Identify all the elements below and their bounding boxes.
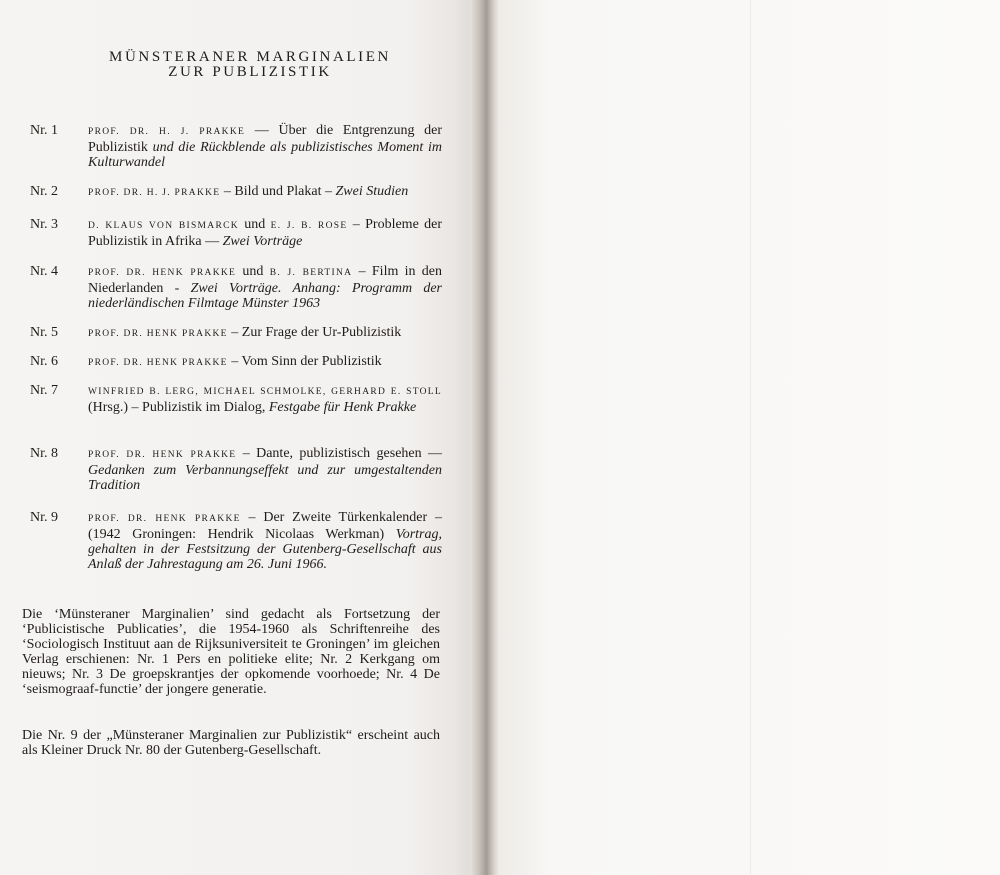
entry-separator: – [227,354,242,369]
entry-nr-1 [30,123,442,170]
entry-number: Nr. 4 [30,264,58,279]
entry-separator: — [245,123,279,138]
entry-separator-2: — [201,234,223,249]
entry-author: WINFRIED B. LERG, MICHAEL SCHMOLKE, GERHARD E. STOLL [88,387,442,397]
entry-separator-2: — [421,446,443,461]
entry-nr-8 [30,446,442,493]
entry-title: Vom Sinn der Publizistik [241,354,382,369]
entry-title: Publizistik im Dialog, [142,400,269,415]
entry-author: PROF. DR. H. J. PRAKKE [88,188,221,198]
entry-subtitle: Vortrag, gehalten in der Festsitzung der Gutenberg-Gesellschaft aus Anlaß der Jahrestagung am 26. Juni 1966. [88,527,442,572]
entry-author: PROF. DR. H. J. PRAKKE [88,127,246,137]
series-note: Die ‘Münsteraner Marginalien’ sind gedacht als Fortsetzung der ‘Publicistische Publicaties’, die 1954-1960 als Schriftenreihe des ‘Sociologisch Instituut aan de Rijksuniversiteit te Groningen’ im gleichen Verlag erschienen: Nr. 1 Pers en politieke elite; Nr. 2 Kerkgang om nieuws; Nr. 3 De groepskrantjes der opkomende voorhoede; Nr. 4 De ‘seismograaf-functie’ der jongere generatie. [22,607,440,697]
entry-editor-note: (Hrsg.) [88,400,129,415]
entry-author-1: D. KLAUS VON BISMARCK [88,221,239,231]
entry-number: Nr. 7 [30,383,58,398]
entry-separator: – [352,264,372,279]
entry-nr-5 [30,325,442,342]
entry-number: Nr. 6 [30,354,58,369]
entry-join: und [238,217,271,232]
entry-nr-3 [30,217,442,249]
entry-nr-6 [30,354,442,371]
series-title-line-1: MÜNSTERANER MARGINALIEN [109,49,391,65]
series-title [60,50,440,80]
kleiner-druck-note: Die Nr. 9 der „Münsteraner Marginalien zur Publizistik“ erscheint auch als Kleiner Druck Nr. 80 der Gutenberg-Gesellschaft. [22,728,440,758]
entry-author-1: PROF. DR. HENK PRAKKE [88,268,237,278]
entry-join: und [236,264,270,279]
entry-subtitle: Zwei Studien [335,184,409,199]
page-edge-line [750,0,751,875]
entry-number: Nr. 5 [30,325,58,340]
entry-author: PROF. DR. HENK PRAKKE [88,358,228,368]
entry-separator-2: - [163,281,191,296]
entry-number: Nr. 9 [30,510,58,525]
entry-author-2: E. J. B. ROSE [270,221,348,231]
entry-author: PROF. DR. HENK PRAKKE [88,450,237,460]
entry-title: Dante, publizistisch gesehen [256,446,422,461]
entry-subtitle: und die Rückblende als publizistisches Moment im Kulturwandel [88,140,442,170]
entry-separator: – [240,510,264,525]
book-gutter [470,0,500,875]
entry-subtitle: Zwei Vorträge. Anhang: Programm der niederländischen Filmtage Münster 1963 [88,281,442,311]
series-title-line-2: ZUR PUBLIZISTIK [168,64,332,80]
entry-number: Nr. 3 [30,217,58,232]
entry-separator-2: – [321,184,336,199]
entry-number: Nr. 1 [30,123,58,138]
entry-title: Bild und Plakat [234,184,322,199]
entry-nr-4 [30,264,442,311]
entry-separator: – [236,446,257,461]
entry-author: PROF. DR. HENK PRAKKE [88,514,241,524]
entry-title: Film in den Niederlanden [88,264,443,296]
entry-nr-7 [30,383,442,415]
entry-subtitle: Festgabe für Henk Prakke [268,400,417,415]
entry-number: Nr. 8 [30,446,58,461]
entry-subtitle: Zwei Vorträge [222,234,303,249]
entry-separator: – [347,217,366,232]
entry-separator: – [128,400,143,415]
entry-title: Zur Frage der Ur-Publizistik [241,325,402,340]
entry-subtitle: Gedanken zum Verbannungseffekt und zur umgestaltenden Tradition [88,463,442,493]
entry-separator: – [227,325,242,340]
entry-number: Nr. 2 [30,184,58,199]
entry-title: Probleme der Publizistik in Afrika [88,217,443,249]
entry-title: Der Zweite Türkenkalender – (1942 Groningen: Hendrik Nicolaas Werkman) [88,510,442,542]
entry-separator: – [220,184,235,199]
entry-nr-9 [30,510,442,572]
entry-nr-2 [30,184,442,201]
entry-author: PROF. DR. HENK PRAKKE [88,329,228,339]
entry-title: Über die Entgrenzung der Publizistik [88,123,443,155]
entry-author-2: B. J. BERTINA [269,268,353,278]
